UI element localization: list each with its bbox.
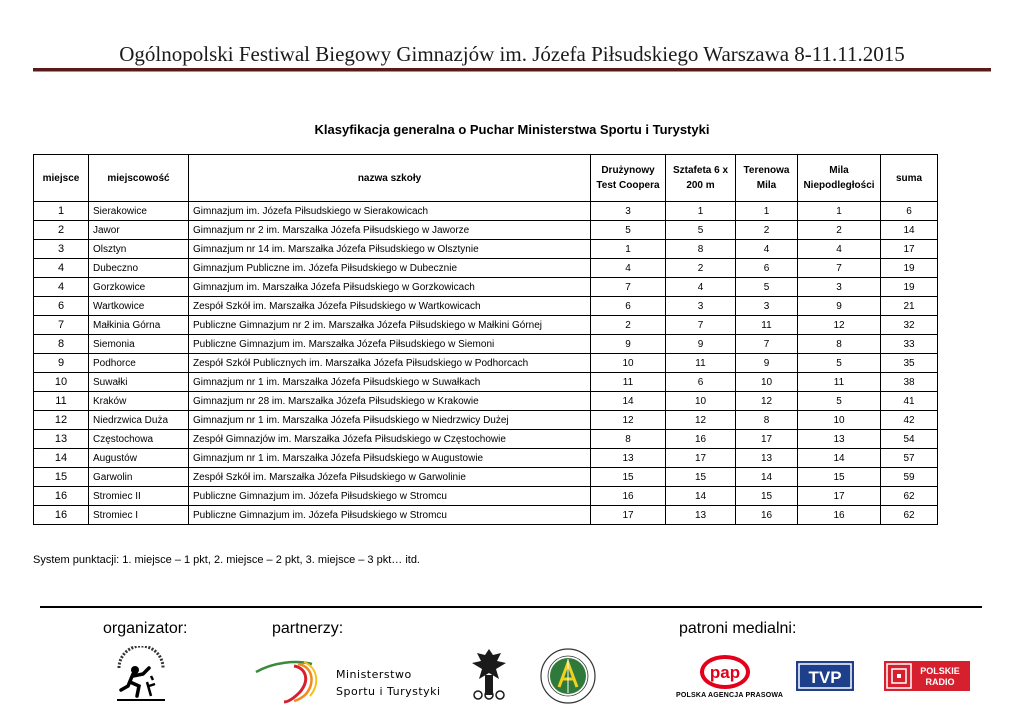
column-header-school: nazwa szkoły: [189, 155, 591, 202]
cell-cooper: 6: [591, 297, 666, 316]
cell-cooper: 8: [591, 430, 666, 449]
cell-relay: 10: [666, 392, 736, 411]
cell-school: Gimnazjum nr 1 im. Marszałka Józefa Piłsudskiego w Suwałkach: [189, 373, 591, 392]
cell-relay: 1: [666, 202, 736, 221]
cell-sum: 62: [881, 487, 938, 506]
cell-place: 16: [34, 487, 89, 506]
table-header-row: [34, 155, 938, 202]
table-row: [34, 430, 938, 449]
cell-school: Gimnazjum Publiczne im. Józefa Piłsudskiego w Dubecznie: [189, 259, 591, 278]
cell-school: Zespół Szkół im. Marszałka Józefa Piłsudskiego w Garwolinie: [189, 468, 591, 487]
radio-logo-text-line2: RADIO: [925, 677, 955, 687]
cell-sum: 35: [881, 354, 938, 373]
cell-relay: 5: [666, 221, 736, 240]
ministry-name-line1: Ministerstwo: [336, 668, 412, 681]
pap-caption: POLSKA AGENCJA PRASOWA: [676, 692, 784, 699]
cell-school: Gimnazjum im. Józefa Piłsudskiego w Sierakowicach: [189, 202, 591, 221]
classification-title: Klasyfikacja generalna o Puchar Ministerstwa Sportu i Turystyki: [314, 122, 710, 137]
cell-mile: 15: [798, 468, 881, 487]
cell-cooper: 1: [591, 240, 666, 259]
cell-mile: 5: [798, 392, 881, 411]
cell-city: Siemonia: [89, 335, 189, 354]
cell-school: Gimnazjum nr 2 im. Marszałka Józefa Piłsudskiego w Jaworze: [189, 221, 591, 240]
cell-school: Publiczne Gimnazjum im. Marszałka Józefa Piłsudskiego w Siemoni: [189, 335, 591, 354]
cell-sum: 17: [881, 240, 938, 259]
cell-terrain: 15: [736, 487, 798, 506]
cell-place: 9: [34, 354, 89, 373]
cell-sum: 32: [881, 316, 938, 335]
cell-school: Gimnazjum nr 28 im. Marszałka Józefa Piłsudskiego w Krakowie: [189, 392, 591, 411]
cell-city: Stromiec I: [89, 506, 189, 525]
cell-place: 14: [34, 449, 89, 468]
cell-relay: 9: [666, 335, 736, 354]
cell-school: Zespół Szkół im. Marszałka Józefa Piłsudskiego w Wartkowicach: [189, 297, 591, 316]
ministry-name-line2: Sportu i Turystyki: [336, 685, 441, 698]
cell-relay: 7: [666, 316, 736, 335]
cell-place: 2: [34, 221, 89, 240]
cell-cooper: 4: [591, 259, 666, 278]
cell-city: Wartkowice: [89, 297, 189, 316]
running-club-logo: [113, 646, 169, 704]
table-row: [34, 240, 938, 259]
cell-terrain: 17: [736, 430, 798, 449]
cell-terrain: 8: [736, 411, 798, 430]
column-header-cooper: Drużynowy Test Coopera: [591, 155, 666, 202]
cell-sum: 33: [881, 335, 938, 354]
cell-place: 16: [34, 506, 89, 525]
cell-cooper: 14: [591, 392, 666, 411]
cell-relay: 12: [666, 411, 736, 430]
cell-cooper: 17: [591, 506, 666, 525]
cell-school: Gimnazjum im. Marszałka Józefa Piłsudskiego w Gorzkowicach: [189, 278, 591, 297]
table-row: [34, 259, 938, 278]
cell-terrain: 9: [736, 354, 798, 373]
cell-relay: 15: [666, 468, 736, 487]
column-header-sum: suma: [881, 155, 938, 202]
table-row: [34, 468, 938, 487]
cell-relay: 17: [666, 449, 736, 468]
cell-sum: 38: [881, 373, 938, 392]
table-row: [34, 411, 938, 430]
table-row: [34, 335, 938, 354]
cell-cooper: 16: [591, 487, 666, 506]
header-divider-shadow: [33, 71, 991, 72]
cell-cooper: 11: [591, 373, 666, 392]
table-row: [34, 354, 938, 373]
radio-logo-text-line1: POLSKIE: [920, 666, 960, 676]
cell-terrain: 16: [736, 506, 798, 525]
cell-place: 12: [34, 411, 89, 430]
cell-cooper: 13: [591, 449, 666, 468]
cell-school: Publiczne Gimnazjum im. Józefa Piłsudskiego w Stromcu: [189, 487, 591, 506]
cell-cooper: 15: [591, 468, 666, 487]
cell-mile: 8: [798, 335, 881, 354]
cell-city: Jawor: [89, 221, 189, 240]
table-row: [34, 202, 938, 221]
awf-academy-seal-logo: [539, 647, 597, 705]
column-header-city: miejscowość: [89, 155, 189, 202]
cell-place: 1: [34, 202, 89, 221]
table-row: [34, 221, 938, 240]
eagle-emblem-logo: [466, 645, 512, 705]
scoring-system-note: System punktacji: 1. miejsce – 1 pkt, 2. miejsce – 2 pkt, 3. miejsce – 3 pkt… itd.: [33, 554, 420, 566]
cell-relay: 3: [666, 297, 736, 316]
pap-logo: [699, 654, 751, 690]
cell-mile: 14: [798, 449, 881, 468]
table-row: [34, 487, 938, 506]
cell-relay: 2: [666, 259, 736, 278]
cell-place: 11: [34, 392, 89, 411]
table-row: [34, 316, 938, 335]
cell-mile: 11: [798, 373, 881, 392]
cell-terrain: 10: [736, 373, 798, 392]
cell-city: Częstochowa: [89, 430, 189, 449]
cell-relay: 8: [666, 240, 736, 259]
cell-terrain: 14: [736, 468, 798, 487]
cell-terrain: 13: [736, 449, 798, 468]
cell-cooper: 3: [591, 202, 666, 221]
cell-place: 15: [34, 468, 89, 487]
cell-relay: 6: [666, 373, 736, 392]
cell-city: Małkinia Górna: [89, 316, 189, 335]
cell-sum: 19: [881, 259, 938, 278]
cell-mile: 16: [798, 506, 881, 525]
cell-mile: 2: [798, 221, 881, 240]
cell-sum: 57: [881, 449, 938, 468]
cell-school: Publiczne Gimnazjum im. Józefa Piłsudskiego w Stromcu: [189, 506, 591, 525]
cell-mile: 7: [798, 259, 881, 278]
cell-city: Stromiec II: [89, 487, 189, 506]
cell-school: Gimnazjum nr 14 im. Marszałka Józefa Piłsudskiego w Olsztynie: [189, 240, 591, 259]
cell-sum: 59: [881, 468, 938, 487]
cell-terrain: 11: [736, 316, 798, 335]
cell-mile: 17: [798, 487, 881, 506]
media-patrons-label: patroni medialni:: [679, 620, 797, 637]
cell-mile: 13: [798, 430, 881, 449]
cell-terrain: 12: [736, 392, 798, 411]
tvp-logo: [796, 661, 854, 691]
cell-mile: 5: [798, 354, 881, 373]
cell-terrain: 6: [736, 259, 798, 278]
cell-sum: 6: [881, 202, 938, 221]
cell-cooper: 5: [591, 221, 666, 240]
cell-terrain: 1: [736, 202, 798, 221]
cell-mile: 9: [798, 297, 881, 316]
cell-terrain: 2: [736, 221, 798, 240]
cell-school: Gimnazjum nr 1 im. Marszałka Józefa Piłsudskiego w Niedrzwicy Dużej: [189, 411, 591, 430]
cell-terrain: 7: [736, 335, 798, 354]
cell-city: Gorzkowice: [89, 278, 189, 297]
cell-place: 7: [34, 316, 89, 335]
cell-city: Niedrzwica Duża: [89, 411, 189, 430]
table-row: [34, 373, 938, 392]
cell-terrain: 3: [736, 297, 798, 316]
cell-mile: 10: [798, 411, 881, 430]
cell-place: 13: [34, 430, 89, 449]
cell-school: Zespół Szkół Publicznych im. Marszałka Józefa Piłsudskiego w Podhorcach: [189, 354, 591, 373]
organizer-label: organizator:: [103, 620, 188, 637]
pap-logo-text: pap: [709, 663, 741, 682]
tvp-logo-text: TVP: [808, 668, 842, 687]
footer-divider: [40, 606, 982, 608]
table-row: [34, 506, 938, 525]
cell-mile: 1: [798, 202, 881, 221]
cell-cooper: 2: [591, 316, 666, 335]
partners-label: partnerzy:: [272, 620, 344, 637]
results-table-body: [34, 202, 938, 525]
table-row: [34, 449, 938, 468]
cell-city: Garwolin: [89, 468, 189, 487]
cell-relay: 16: [666, 430, 736, 449]
cell-place: 8: [34, 335, 89, 354]
cell-place: 4: [34, 259, 89, 278]
cell-city: Kraków: [89, 392, 189, 411]
table-row: [34, 297, 938, 316]
cell-city: Sierakowice: [89, 202, 189, 221]
cell-school: Publiczne Gimnazjum nr 2 im. Marszałka Józefa Piłsudskiego w Małkini Górnej: [189, 316, 591, 335]
cell-cooper: 7: [591, 278, 666, 297]
column-header-terrain: Terenowa Mila: [736, 155, 798, 202]
cell-place: 3: [34, 240, 89, 259]
cell-school: Zespół Gimnazjów im. Marszałka Józefa Piłsudskiego w Częstochowie: [189, 430, 591, 449]
cell-city: Podhorce: [89, 354, 189, 373]
ministry-swoosh-logo: [254, 658, 328, 704]
cell-sum: 54: [881, 430, 938, 449]
cell-school: Gimnazjum nr 1 im. Marszałka Józefa Piłsudskiego w Augustowie: [189, 449, 591, 468]
column-header-mile: Mila Niepodległości: [798, 155, 881, 202]
table-row: [34, 392, 938, 411]
cell-relay: 4: [666, 278, 736, 297]
ministry-logo-text: [336, 666, 441, 700]
cell-mile: 12: [798, 316, 881, 335]
cell-place: 4: [34, 278, 89, 297]
cell-city: Suwałki: [89, 373, 189, 392]
cell-place: 6: [34, 297, 89, 316]
cell-sum: 21: [881, 297, 938, 316]
cell-terrain: 5: [736, 278, 798, 297]
cell-city: Dubeczno: [89, 259, 189, 278]
results-table: [33, 154, 938, 525]
cell-relay: 11: [666, 354, 736, 373]
cell-terrain: 4: [736, 240, 798, 259]
cell-relay: 14: [666, 487, 736, 506]
cell-mile: 3: [798, 278, 881, 297]
column-header-place: miejsce: [34, 155, 89, 202]
cell-mile: 4: [798, 240, 881, 259]
cell-sum: 14: [881, 221, 938, 240]
cell-sum: 41: [881, 392, 938, 411]
page-title: Ogólnopolski Festiwal Biegowy Gimnazjów im. Józefa Piłsudskiego Warszawa 8-11.11.2015: [119, 42, 905, 66]
cell-sum: 62: [881, 506, 938, 525]
polskie-radio-logo: [884, 661, 970, 691]
cell-sum: 19: [881, 278, 938, 297]
cell-sum: 42: [881, 411, 938, 430]
column-header-relay: Sztafeta 6 x 200 m: [666, 155, 736, 202]
cell-cooper: 12: [591, 411, 666, 430]
cell-relay: 13: [666, 506, 736, 525]
cell-cooper: 9: [591, 335, 666, 354]
table-row: [34, 278, 938, 297]
cell-cooper: 10: [591, 354, 666, 373]
cell-city: Olsztyn: [89, 240, 189, 259]
cell-city: Augustów: [89, 449, 189, 468]
cell-place: 10: [34, 373, 89, 392]
